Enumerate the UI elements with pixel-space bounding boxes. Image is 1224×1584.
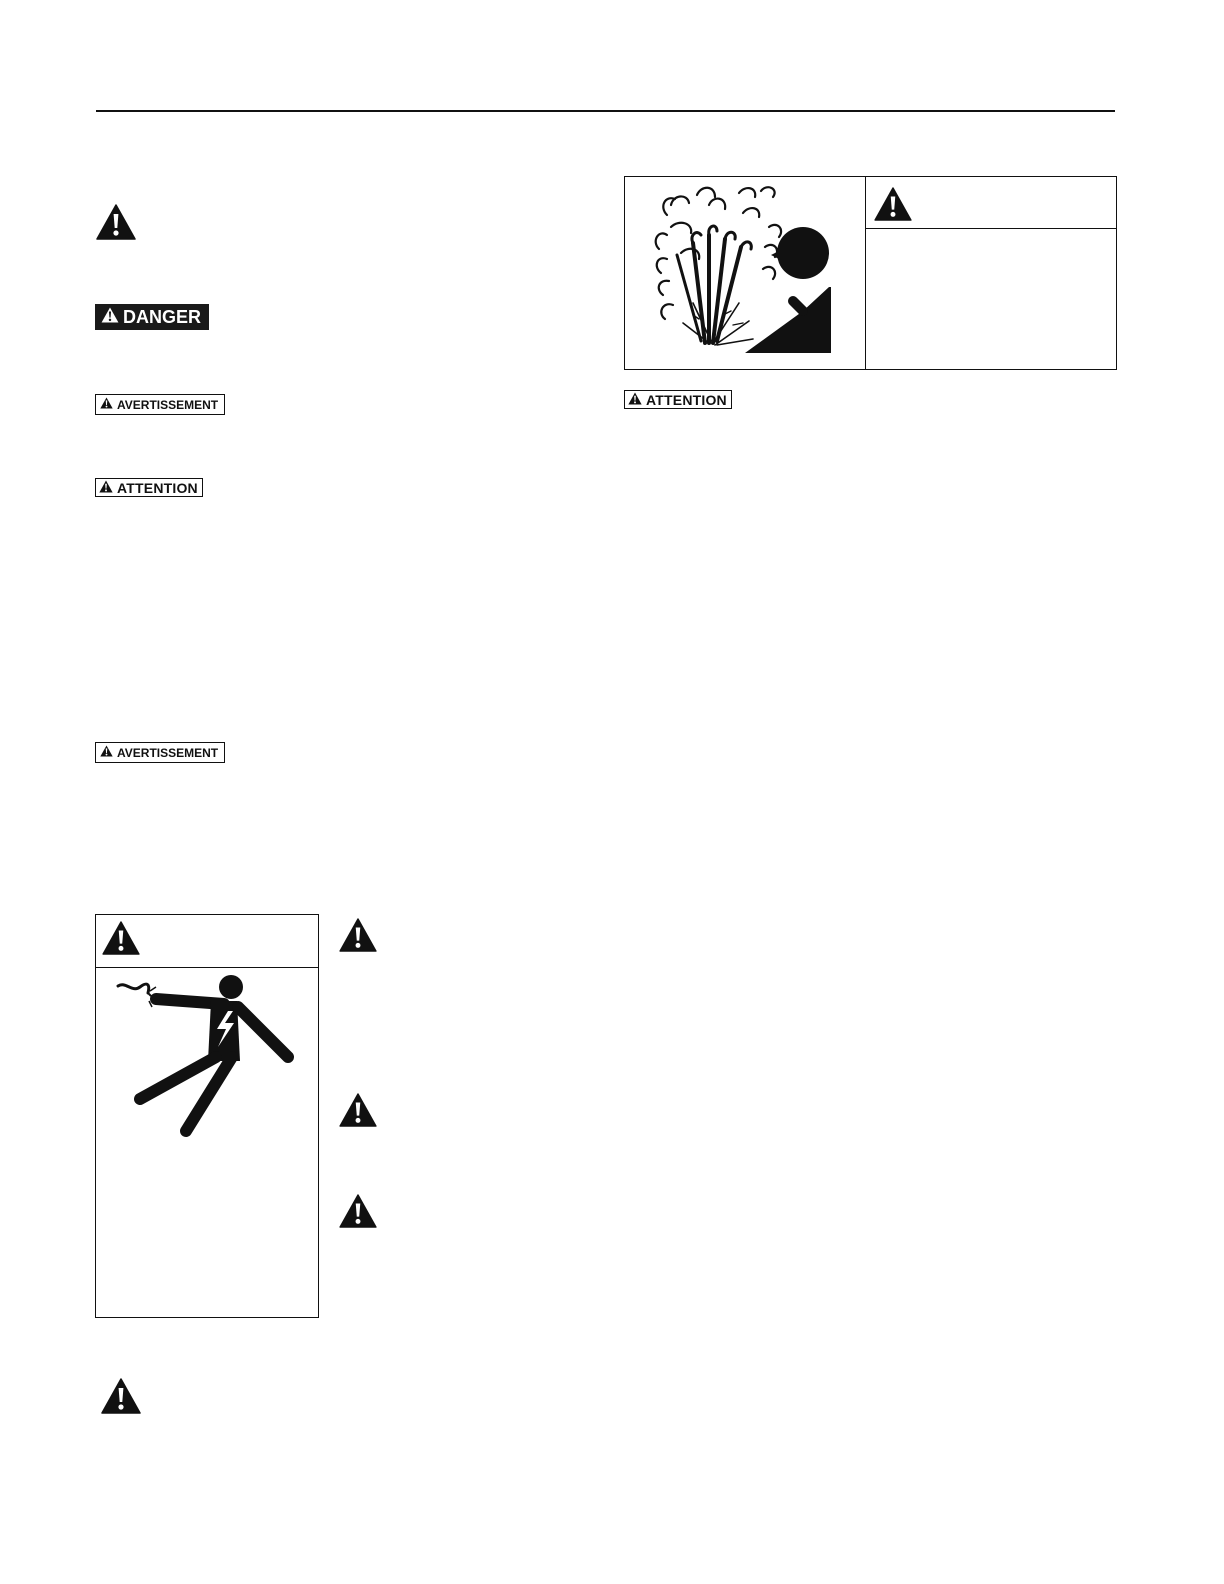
box-vertical-divider — [865, 177, 866, 369]
warning-triangle-icon — [874, 187, 912, 221]
box-divider — [96, 967, 318, 968]
attention-label-text: ATTENTION — [117, 479, 198, 496]
electric-shock-icon — [104, 971, 304, 1146]
avertissement-label-text: AVERTISSEMENT — [117, 397, 219, 412]
attention-label-2-text: ATTENTION — [646, 391, 727, 408]
warning-triangle-icon — [102, 921, 140, 955]
warning-triangle-icon — [339, 1093, 377, 1127]
avertissement-label — [95, 394, 225, 415]
warning-triangle-icon — [339, 1194, 377, 1228]
warning-triangle-icon — [628, 392, 642, 408]
attention-label — [95, 478, 203, 497]
header-rule — [96, 110, 1115, 112]
shock-hazard-box — [95, 914, 319, 1318]
avertissement-label-2-text: AVERTISSEMENT — [117, 745, 219, 760]
warning-triangle-icon — [100, 397, 113, 412]
warning-triangle-icon — [99, 480, 113, 496]
warning-triangle-icon — [96, 204, 136, 240]
warning-triangle-icon — [100, 745, 113, 760]
danger-label — [95, 304, 209, 330]
attention-label-2 — [624, 390, 732, 409]
danger-label-text: DANGER — [123, 306, 202, 327]
explosion-hazard-box — [624, 176, 1117, 370]
warning-triangle-icon — [101, 1378, 141, 1414]
explosion-icon — [653, 183, 843, 360]
warning-triangle-icon — [339, 918, 377, 952]
box-divider — [866, 228, 1116, 229]
avertissement-label-2 — [95, 742, 225, 763]
warning-triangle-icon — [101, 307, 119, 328]
